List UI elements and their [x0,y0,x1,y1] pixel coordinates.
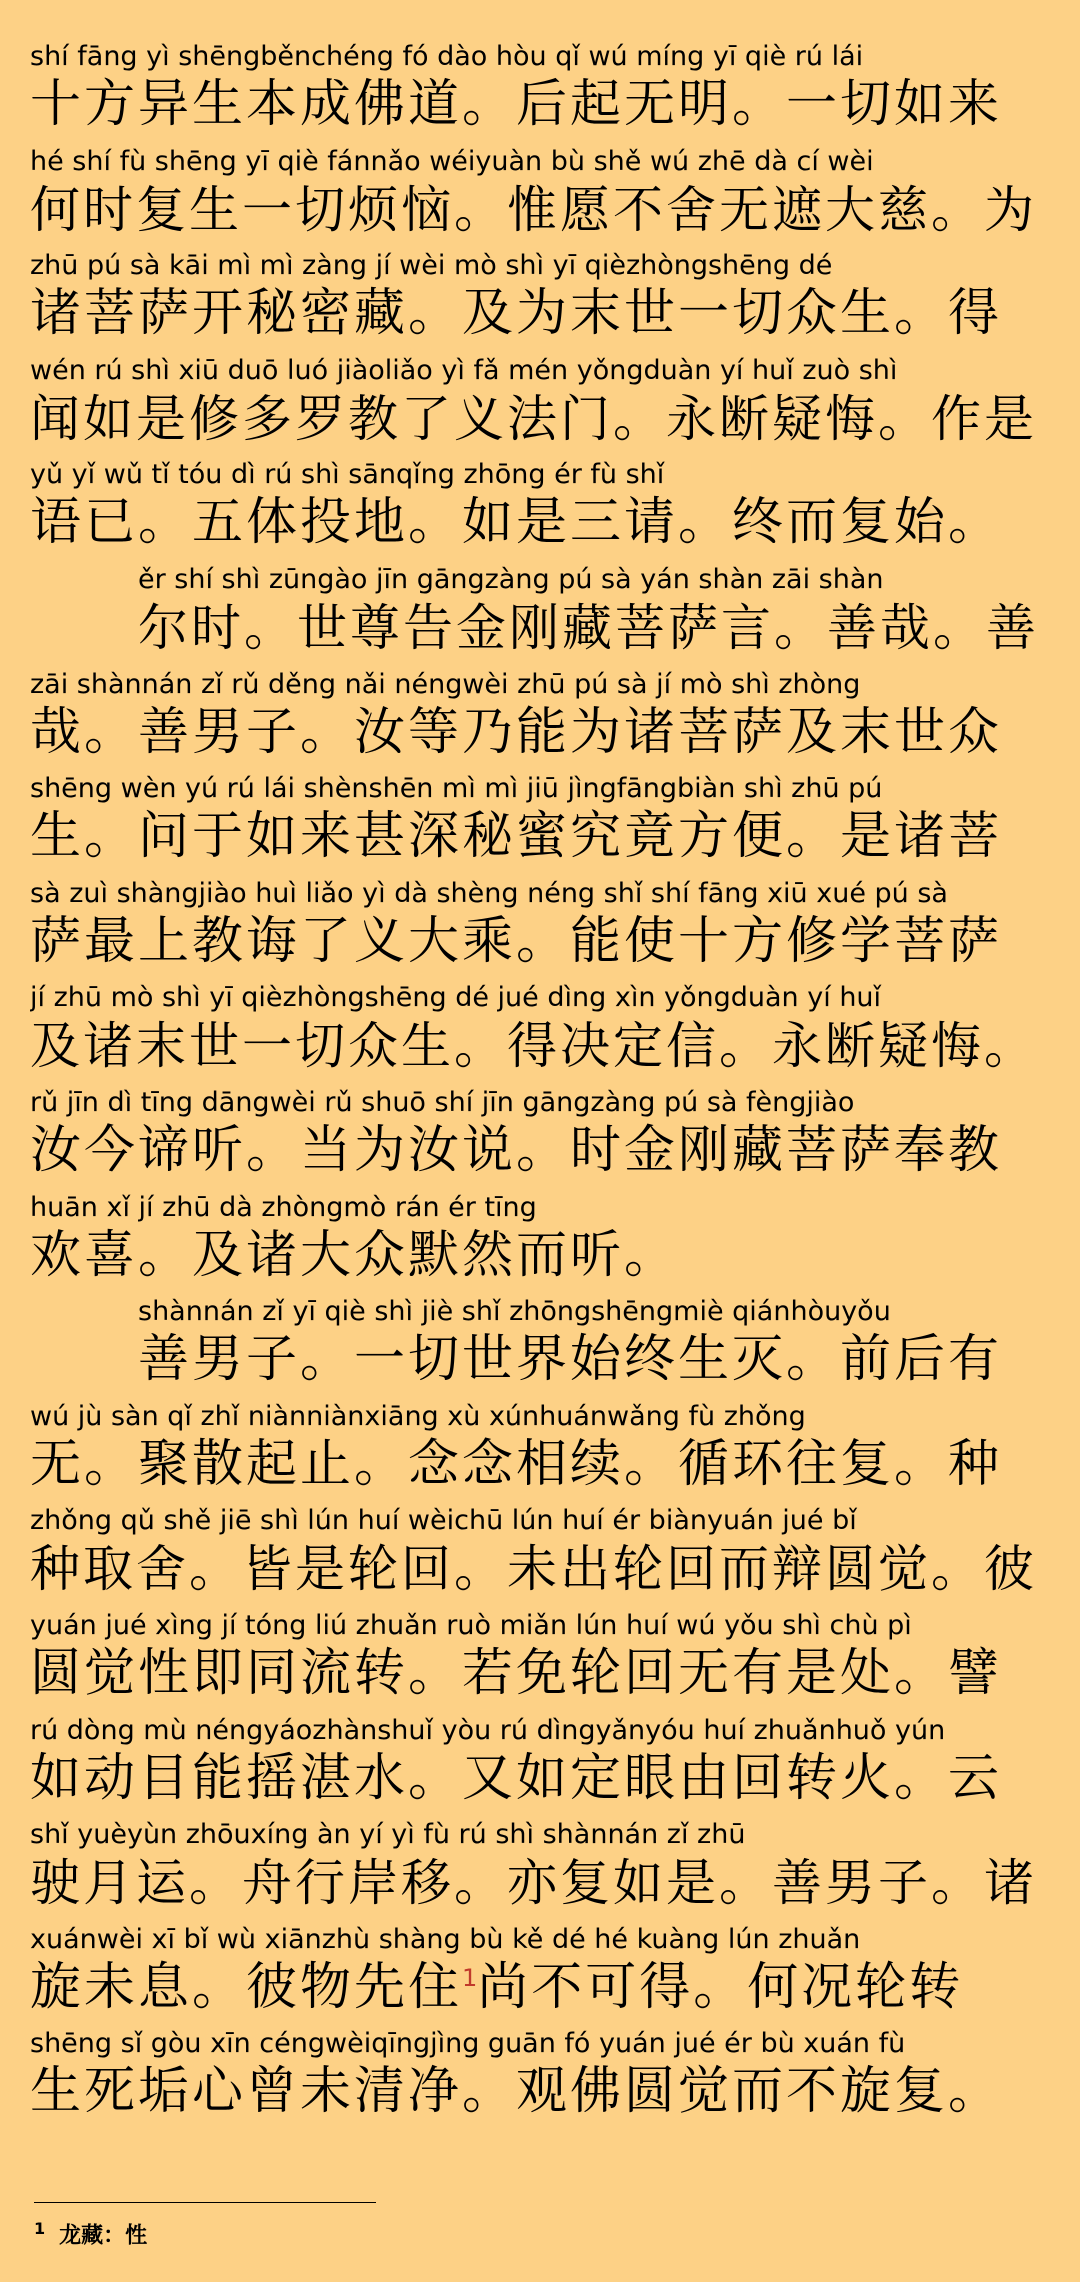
text-line [0,40,1080,145]
hanzi-segment: 旋未息。彼物先住 [30,1957,463,2017]
pinyin-row: zhū pú sà kāi mì mì zàng jí wèi mò shì yī qièzhòngshēng dé [30,250,833,282]
hanzi-row: 语已。五体投地。如是三请。终而复始。 [30,493,1003,553]
footnote [34,2214,147,2251]
pinyin-row: sà zuì shàngjiào huì liǎo yì dà shèng néng shǐ shí fāng xiū xué pú sà [30,877,948,909]
pinyin-row: hé shí fù shēng yī qiè fánnǎo wéiyuàn bù shě wú zhē dà cí wèi [30,145,874,177]
hanzi-row: 汝今谛听。当为汝说。时金刚藏菩萨奉教 [30,1120,1003,1180]
footnote-reference[interactable]: 1 [462,1963,478,1992]
hanzi-row: 哉。善男子。汝等乃能为诸菩萨及末世众 [30,702,1003,762]
text-line [0,668,1080,773]
text-line [0,563,1080,668]
hanzi-row: 如动目能摇湛水。又如定眼由回转火。云 [30,1748,1003,1808]
hanzi-row: 何时复生一切烦恼。惟愿不舍无遮大慈。为 [30,180,1037,239]
footnote-number: 1 [34,2219,46,2238]
pinyin-row: huān xǐ jí zhū dà zhòngmò rán ér tīng [30,1191,537,1223]
text-line [0,458,1080,563]
pinyin-row: wén rú shì xiū duō luó jiàoliǎo yì fǎ mén yǒngduàn yí huǐ zuò shì [30,354,898,386]
hanzi-row: 欢喜。及诸大众默然而听。 [30,1225,679,1285]
hanzi-segment: 尚不可得。何况轮转 [477,1957,964,2017]
text-line [0,981,1080,1086]
hanzi-row: 圆觉性即同流转。若免轮回无有是处。譬 [30,1643,1003,1703]
pinyin-row: xuánwèi xī bǐ wù xiānzhù shàng bù kě dé hé kuàng lún zhuǎn [30,1923,861,1955]
pinyin-row: ěr shí shì zūngào jīn gāngzàng pú sà yán shàn zāi shàn [138,563,884,595]
text-line [0,1818,1080,1923]
pinyin-row: shànnán zǐ yī qiè shì jiè shǐ zhōngshēngmiè qiánhòuyǒu [138,1296,891,1328]
footnote-divider [34,2202,376,2203]
text-line [0,1191,1080,1296]
hanzi-row: 尔时。世尊告金刚藏菩萨言。善哉。善 [138,598,1039,657]
pinyin-row: wú jù sàn qǐ zhǐ niànniànxiāng xù xúnhuánwǎng fù zhǒng [30,1400,806,1432]
pinyin-row: shēng sǐ gòu xīn céngwèiqīngjìng guān fó yuán jué ér bù xuán fù [30,2028,906,2060]
hanzi-row: 种取舍。皆是轮回。未出轮回而辩圆觉。彼 [30,1540,1037,1599]
text-line [0,145,1080,250]
pinyin-row: yǔ yǐ wǔ tǐ tóu dì rú shì sānqǐng zhōng ér fù shǐ [30,459,665,491]
pinyin-row: rǔ jīn dì tīng dāngwèi rǔ shuō shí jīn gāngzàng pú sà fèngjiào [30,1086,855,1118]
text-line [0,772,1080,877]
pinyin-row: jí zhū mò shì yī qièzhòngshēng dé jué dìng xìn yǒngduàn yí huǐ [30,982,882,1014]
footnote-text: 龙藏：性 [59,2223,148,2249]
hanzi-row [30,1957,1054,2019]
hanzi-row: 生。问于如来甚深秘蜜究竟方便。是诸菩 [30,807,1003,867]
text-line [0,1609,1080,1714]
hanzi-row: 十方异生本成佛道。后起无明。一切如来 [30,75,1003,134]
pinyin-row: rú dòng mù néngyáozhànshuǐ yòu rú dìngyǎnyóu huí zhuǎnhuǒ yún [30,1714,946,1746]
text-line [0,2027,1080,2132]
hanzi-row: 驶月运。舟行岸移。亦复如是。善男子。诸 [30,1854,1037,1913]
text-line [0,877,1080,982]
text-line [0,1086,1080,1191]
text-line [0,1400,1080,1505]
pinyin-row: shēng wèn yú rú lái shènshēn mì mì jiū jìngfāngbiàn shì zhū pú [30,773,883,805]
text-lines [0,40,1080,2132]
pinyin-row: shí fāng yì shēngběnchéng fó dào hòu qǐ wú míng yī qiè rú lái [30,41,864,72]
text-line [0,249,1080,354]
hanzi-row: 生死垢心曾未清净。观佛圆觉而不旋复。 [30,2062,1003,2122]
hanzi-row: 萨最上教诲了义大乘。能使十方修学菩萨 [30,911,1003,971]
hanzi-row: 无。聚散起止。念念相续。循环往复。种 [30,1434,1003,1494]
pinyin-row: zāi shànnán zǐ rǔ děng nǎi néngwèi zhū pú sà jí mò shì zhòng [30,668,861,700]
hanzi-row: 及诸末世一切众生。得决定信。永断疑悔。 [30,1017,1037,1076]
pinyin-row: zhǒng qǔ shě jiē shì lún huí wèichū lún huí ér biànyuán jué bǐ [30,1505,857,1537]
pinyin-row: shǐ yuèyùn zhōuxíng àn yí yì fù rú shì shànnán zǐ zhū [30,1819,746,1851]
text-line [0,1714,1080,1819]
hanzi-row: 善男子。一切世界始终生灭。前后有 [138,1330,1003,1390]
text-line [0,1504,1080,1609]
hanzi-row: 诸菩萨开秘密藏。及为末世一切众生。得 [30,284,1003,344]
text-line [0,1295,1080,1400]
pinyin-row: yuán jué xìng jí tóng liú zhuǎn ruò miǎn lún huí wú yǒu shì chù pì [30,1609,912,1641]
text-line [0,1923,1080,2028]
text-line [0,354,1080,459]
hanzi-row: 闻如是修多罗教了义法门。永断疑悔。作是 [30,389,1037,448]
